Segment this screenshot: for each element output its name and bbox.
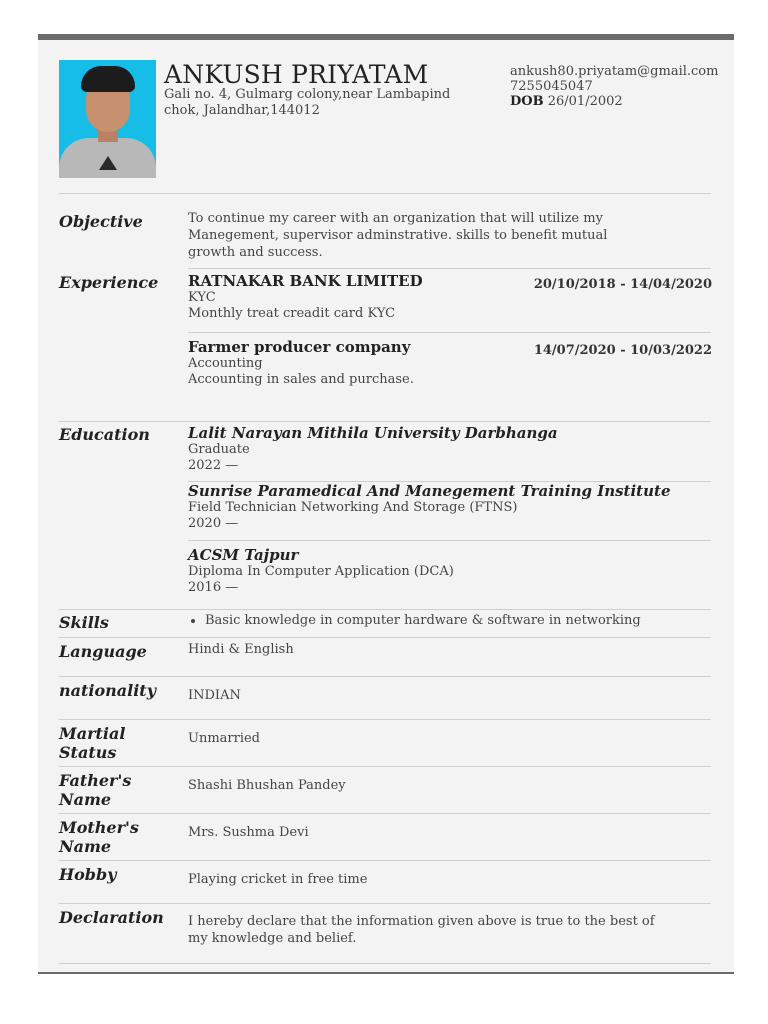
dob-line <box>510 94 720 109</box>
education-item <box>188 424 688 474</box>
divider <box>59 766 711 767</box>
dob-value: 26/01/2002 <box>547 94 623 109</box>
section-label-skills: Skills <box>59 613 109 632</box>
contact-block <box>510 64 720 109</box>
phone-number: 7255045047 <box>510 79 593 94</box>
resume-header <box>59 60 719 200</box>
profile-photo <box>59 60 156 178</box>
divider <box>59 903 711 904</box>
divider <box>59 421 711 422</box>
candidate-address: Gali no. 4, Gulmarg colony,near Lambapind chok, Jalandhar,144012 <box>164 87 451 118</box>
divider <box>59 860 711 861</box>
section-label-mothers-name: Mother's Name <box>59 818 139 856</box>
graduation-year: 2016 — <box>188 580 239 595</box>
divider <box>59 637 711 638</box>
graduation-year: 2020 — <box>188 516 239 531</box>
nationality-value: INDIAN <box>188 688 241 703</box>
degree: Diploma In Computer Application (DCA) <box>188 564 454 579</box>
section-label-nationality: nationality <box>59 681 156 700</box>
section-label-experience: Experience <box>59 273 159 292</box>
section-label-fathers-name: Father's Name <box>59 771 132 809</box>
email-link[interactable]: ankush80.priyatam@gmail.com <box>510 64 719 79</box>
company-name: Farmer producer company <box>188 338 411 356</box>
dob-label: DOB <box>510 94 544 109</box>
divider <box>188 332 711 333</box>
resume-page <box>38 34 734 974</box>
divider <box>59 676 711 677</box>
divider <box>59 719 711 720</box>
section-label-language: Language <box>59 642 147 661</box>
school-name: ACSM Tajpur <box>188 546 299 564</box>
divider <box>59 609 711 610</box>
fathers-name-value: Shashi Bhushan Pandey <box>188 778 346 793</box>
section-label-education: Education <box>59 425 150 444</box>
job-dates: 14/07/2020 - 10/03/2022 <box>533 343 712 358</box>
divider <box>188 268 711 269</box>
job-role: Accounting <box>188 356 263 371</box>
section-label-marital-status: Martial Status <box>59 724 126 762</box>
section-label-hobby: Hobby <box>59 865 117 884</box>
language-value: Hindi & English <box>188 642 294 657</box>
job-description: Accounting in sales and purchase. <box>188 372 414 387</box>
education-item <box>188 482 688 532</box>
job-description: Monthly treat creadit card KYC <box>188 306 396 321</box>
section-label-objective: Objective <box>59 212 143 231</box>
hobby-value: Playing cricket in free time <box>188 872 368 887</box>
skills-list <box>188 613 641 628</box>
job-dates: 20/10/2018 - 14/04/2020 <box>533 277 712 292</box>
marital-status-value: Unmarried <box>188 731 261 746</box>
degree: Field Technician Networking And Storage (FTNS) <box>188 500 518 515</box>
declaration-text: I hereby declare that the information given above is true to the best of my knowledge and belief. <box>188 914 655 946</box>
objective-text: To continue my career with an organization that will utilize my Manegement, supervisor adminstrative. skills to benefit mutual growth and success. <box>188 211 608 260</box>
mothers-name-value: Mrs. Sushma Devi <box>188 825 309 840</box>
divider <box>59 963 711 964</box>
company-name: RATNAKAR BANK LIMITED <box>188 272 423 290</box>
education-item <box>188 546 688 596</box>
job-role: KYC <box>188 290 216 305</box>
section-label-declaration: Declaration <box>59 908 164 927</box>
divider <box>59 193 711 194</box>
candidate-name: ANKUSH PRIYATAM <box>164 60 429 89</box>
divider <box>188 540 711 541</box>
school-name: Lalit Narayan Mithila University Darbhanga <box>188 424 558 442</box>
degree: Graduate <box>188 442 250 457</box>
divider <box>59 813 711 814</box>
skill-item: • Basic knowledge in computer hardware & software in networking <box>205 613 641 628</box>
graduation-year: 2022 — <box>188 458 239 473</box>
school-name: Sunrise Paramedical And Manegement Training Institute <box>188 482 671 500</box>
